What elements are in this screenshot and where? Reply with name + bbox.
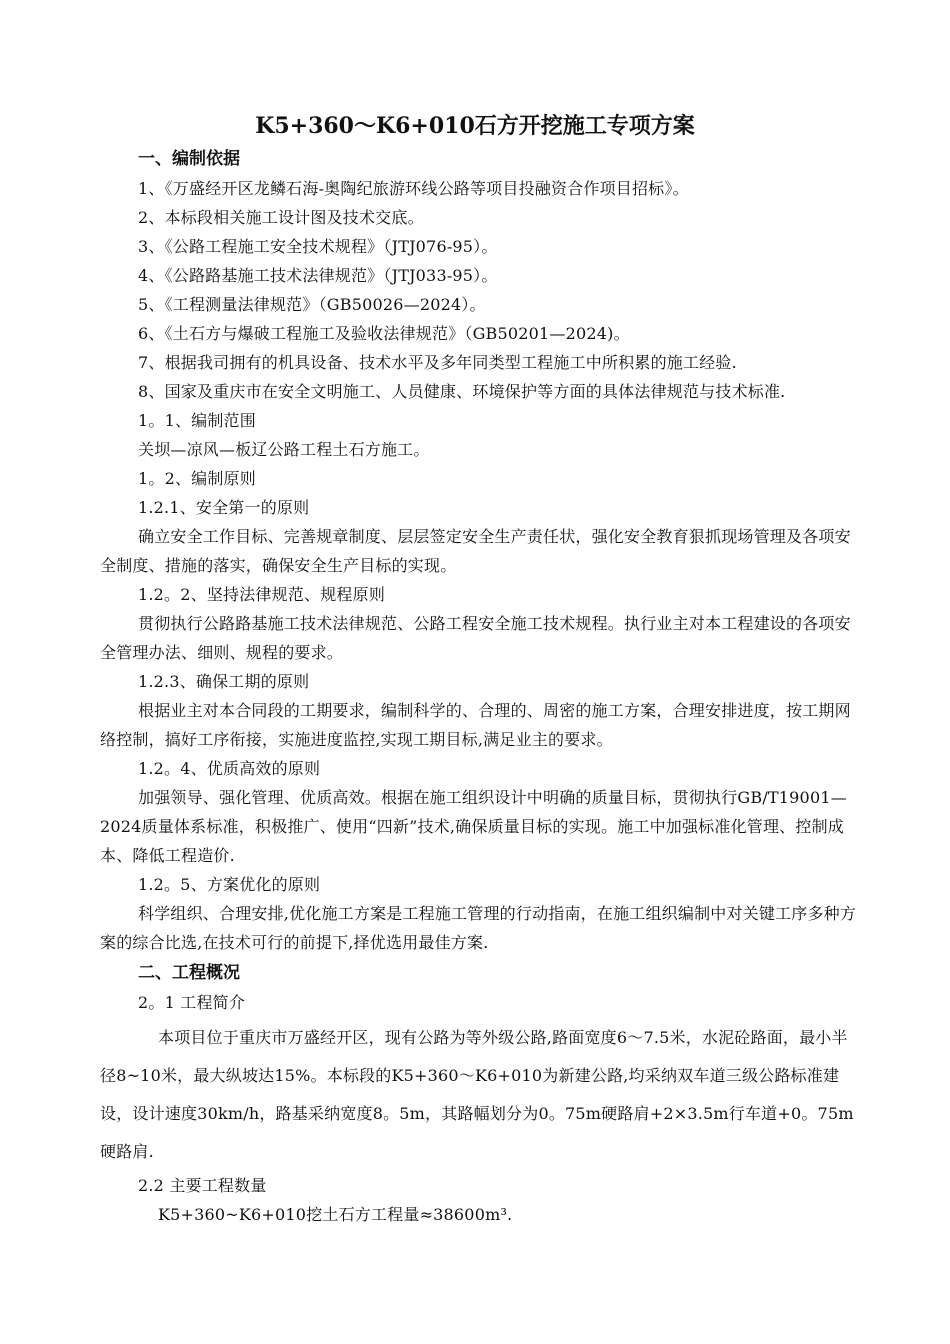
- intro-heading: 2。1 工程简介: [138, 993, 246, 1012]
- scope-text: 关坝—凉风—板辽公路工程土石方施工。: [138, 440, 430, 459]
- principles-heading: 1。2、编制原则: [138, 469, 256, 488]
- basis-item-7: 7、根据我司拥有的机具设备、技术水平及多年同类型工程施工中所积累的施工经验.: [138, 353, 737, 372]
- section-heading-overview: 二、工程概况: [138, 963, 240, 983]
- basis-item-6: 6、《土石方与爆破工程施工及验收法律规范》（GB50201—2024)。: [138, 324, 630, 343]
- basis-item-3: 3、《公路工程施工安全技术规程》（JTJ076-95）。: [138, 237, 498, 256]
- principle-5-heading: 1.2。5、方案优化的原则: [138, 875, 321, 894]
- document-title: K5+360～K6+010石方开挖施工专项方案: [255, 113, 695, 139]
- principle-4-text: 加强领导、强化管理、优质高效。根据在施工组织设计中明确的质量目标，贯彻执行GB/T19001—2024质量体系标准，积极推广、使用“四新”技术,确保质量目标的实现。施工中加强标准化管理、控制成本、降低工程造价.: [100, 788, 847, 865]
- scope-heading: 1。1、编制范围: [138, 411, 256, 430]
- document-body: [100, 145, 860, 1229]
- quantity-text: K5+360~K6+010挖土石方工程量≈38600m³.: [158, 1205, 513, 1224]
- principle-2-text: 贯彻执行公路路基施工技术法律规范、公路工程安全施工技术规程。执行业主对本工程建设的各项安全管理办法、细则、规程的要求。: [100, 614, 851, 662]
- principle-1-text: 确立安全工作目标、完善规章制度、层层签定安全生产责任状，强化安全教育狠抓现场管理及各项安全制度、措施的落实，确保安全生产目标的实现。: [100, 527, 851, 575]
- principle-2-heading: 1.2。2、坚持法律规范、规程原则: [138, 585, 386, 604]
- basis-item-4: 4、《公路路基施工技术法律规范》（JTJ033-95）。: [138, 266, 498, 285]
- basis-item-1: 1、《万盛经开区龙鳞石海-奥陶纪旅游环线公路等项目投融资合作项目招标》。: [138, 179, 689, 198]
- principle-1-heading: 1.2.1、安全第一的原则: [138, 498, 310, 517]
- basis-item-2: 2、本标段相关施工设计图及技术交底。: [138, 208, 424, 227]
- basis-item-5: 5、《工程测量法律规范》（GB50026—2024）。: [138, 295, 486, 314]
- principle-5-text: 科学组织、合理安排,优化施工方案是工程施工管理的行动指南，在施工组织编制中对关键工序多种方案的综合比选,在技术可行的前提下,择优选用最佳方案.: [100, 904, 857, 952]
- principle-4-heading: 1.2。4、优质高效的原则: [138, 759, 321, 778]
- quantity-heading: 2.2 主要工程数量: [138, 1176, 267, 1195]
- basis-item-8: 8、国家及重庆市在安全文明施工、人员健康、环境保护等方面的具体法律规范与技术标准.: [138, 382, 786, 401]
- principle-3-heading: 1.2.3、确保工期的原则: [138, 672, 310, 691]
- intro-text: 本项目位于重庆市万盛经开区，现有公路为等外级公路,路面宽度6～7.5米，水泥砼路面，最小半径8~10米，最大纵坡达15%。本标段的K5+360～K6+010为新建公路,均采纳双车道三级公路标准建设，设计速度30km/h，路基采纳宽度8。5m，其路幅划分为0。75m硬路肩+2×3.5m行车道+0。75m硬路肩.: [100, 1028, 854, 1161]
- section-heading-basis: 一、编制依据: [138, 149, 240, 169]
- principle-3-text: 根据业主对本合同段的工期要求，编制科学的、合理的、周密的施工方案，合理安排进度，按工期网络控制，搞好工序衔接，实施进度监控,实现工期目标,满足业主的要求。: [100, 701, 851, 749]
